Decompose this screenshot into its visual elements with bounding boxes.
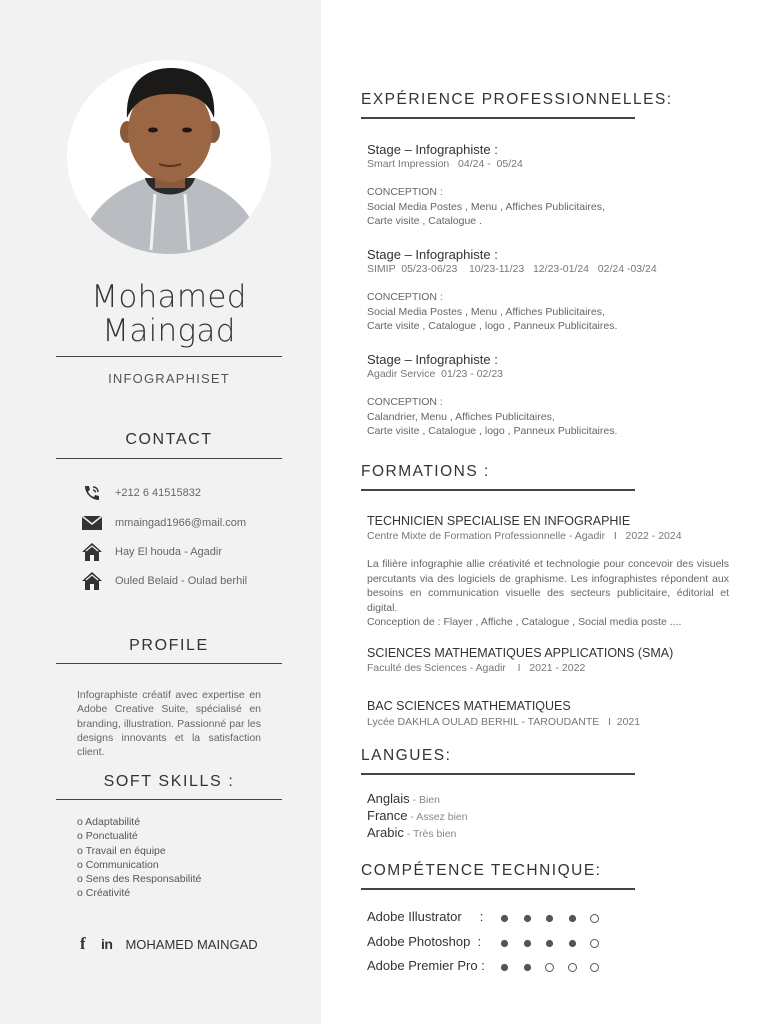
social-links [80,934,258,954]
language-name: Anglais [367,791,410,806]
divider [361,888,635,890]
job-meta: Smart Impression 04/24 - 05/24 [367,158,523,170]
rating-dot-filled [523,915,530,922]
formation-meta: Faculté des Sciences - Agadir I 2021 - 2022 [367,662,586,674]
job-role: INFOGRAPHISET [108,371,230,386]
skill-name: Adobe Illustrator : [367,909,484,924]
rating-dot-filled [568,915,575,922]
soft-skills-heading: SOFT SKILLS : [103,773,235,790]
job-meta: SIMIP 05/23-06/23 10/23-11/23 12/23-01/24 02/24 -03/24 [367,263,657,275]
divider [56,799,282,800]
list-item: o Travail en équipe [77,844,166,857]
formation-meta: Lycée DAKHLA OULAD BERHIL - TAROUDANTE I 2021 [367,716,641,728]
skill-rating [500,963,613,972]
language-item [367,808,468,823]
skill-rating [500,939,613,948]
divider [361,773,635,775]
candidate-name [56,280,282,348]
rating-dot-filled [501,964,508,971]
rating-dot-filled [523,940,530,947]
job-label: CONCEPTION : [367,186,443,198]
contact-address-1 [82,543,222,561]
job-title: Stage – Infographiste : [367,247,498,262]
phone-icon [82,484,104,502]
phone-text: +212 6 41515832 [115,487,201,499]
job-label: CONCEPTION : [367,396,443,408]
job-title: Stage – Infographiste : [367,142,498,157]
rating-dot-filled [501,940,508,947]
language-level: - Très bien [403,828,457,840]
profile-summary: Infographiste créatif avec expertise en Adobe Creative Suite, spécialisé en branding, illustration. Passionné par les designs innovants et la satisfaction client. [77,689,261,759]
name-last: Maingad [102,313,236,349]
divider [56,458,282,459]
job-title: Stage – Infographiste : [367,352,498,367]
profile-heading: PROFILE [129,637,209,654]
language-item [367,791,440,806]
contact-heading: CONTACT [125,431,213,448]
divider [361,117,635,119]
formations-heading: FORMATIONS : [361,463,490,480]
language-name: France [367,808,408,823]
formation-desc-text: La filière infographie allie créativité et technologie pour concevoir des visuels percutants via des logiciels de graphisme. Les infographistes répondent aux besoins en communication visuelle des secteurs publicitaire, éditorial et digital. [367,558,729,614]
rating-dot-filled [546,940,553,947]
job-detail: Carte visite , Catalogue . [367,215,482,227]
experience-heading: EXPÉRIENCE PROFESSIONNELLES: [361,91,673,108]
job-detail: Social Media Postes , Menu , Affiches Publicitaires, [367,201,605,213]
job-detail: Social Media Postes , Menu , Affiches Publicitaires, [367,306,605,318]
list-item: o Communication [77,858,159,871]
divider [56,663,282,664]
job-meta: Agadir Service 01/23 - 02/23 [367,368,503,380]
contact-address-2 [82,572,247,590]
skill-rating [500,914,613,923]
skill-name: Adobe Premier Pro : [367,958,485,973]
sidebar [0,0,321,1024]
home-icon [82,543,104,561]
rating-dot-empty [545,963,554,972]
facebook-icon[interactable]: f [80,934,86,953]
mail-icon [82,514,104,532]
language-level: - Bien [409,794,440,806]
soft-skills-list [77,815,201,901]
formation-meta: Centre Mixte de Formation Professionnelle - Agadir I 2022 - 2024 [367,530,682,542]
contact-email[interactable] [82,514,246,532]
name-first: Mohamed [91,279,247,315]
list-item: o Adaptabilité [77,816,141,828]
language-name: Arabic [367,825,404,840]
rating-dot-filled [568,940,575,947]
divider [56,356,282,357]
home-icon [82,572,104,590]
job-label: CONCEPTION : [367,291,443,303]
list-item: o Ponctualité [77,830,138,843]
list-item: o Créativité [77,887,131,900]
formation-description [367,557,729,630]
email-text: mmaingad1966@mail.com [115,517,247,529]
rating-dot-filled [523,964,530,971]
rating-dot-empty [590,963,599,972]
social-name: MOHAMED MAINGAD [125,936,258,952]
rating-dot-filled [501,915,508,922]
profile-photo [67,60,271,254]
list-item: o Sens des Responsabilité [77,873,202,886]
technical-skills-heading: COMPÉTENCE TECHNIQUE: [361,862,602,879]
rating-dot-empty [590,939,599,948]
language-item [367,825,456,840]
language-level: - Assez bien [407,811,468,823]
job-detail: Carte visite , Catalogue , logo , Panneux Publicitaires. [367,320,618,332]
languages-heading: LANGUES: [361,747,452,764]
contact-phone[interactable] [82,484,201,502]
rating-dot-empty [568,963,577,972]
skill-name: Adobe Photoshop : [367,934,482,949]
linkedin-icon[interactable]: in [101,936,113,952]
formation-title: SCIENCES MATHEMATIQUES APPLICATIONS (SMA) [367,646,674,660]
divider [361,489,635,491]
address-text: Ouled Belaid - Oulad berhil [115,575,248,587]
formation-desc-text: Conception de : Flayer , Affiche , Catalogue , Social media poste .... [367,616,682,628]
job-detail: Carte visite , Catalogue , logo , Panneux Publicitaires. [367,425,618,437]
formation-title: BAC SCIENCES MATHEMATIQUES [367,699,571,713]
rating-dot-empty [590,914,599,923]
rating-dot-filled [546,915,553,922]
address-text: Hay El houda - Agadir [115,546,223,558]
formation-title: TECHNICIEN SPECIALISE EN INFOGRAPHIE [367,514,631,528]
job-detail: Calandrier, Menu , Affiches Publicitaires, [367,411,555,423]
